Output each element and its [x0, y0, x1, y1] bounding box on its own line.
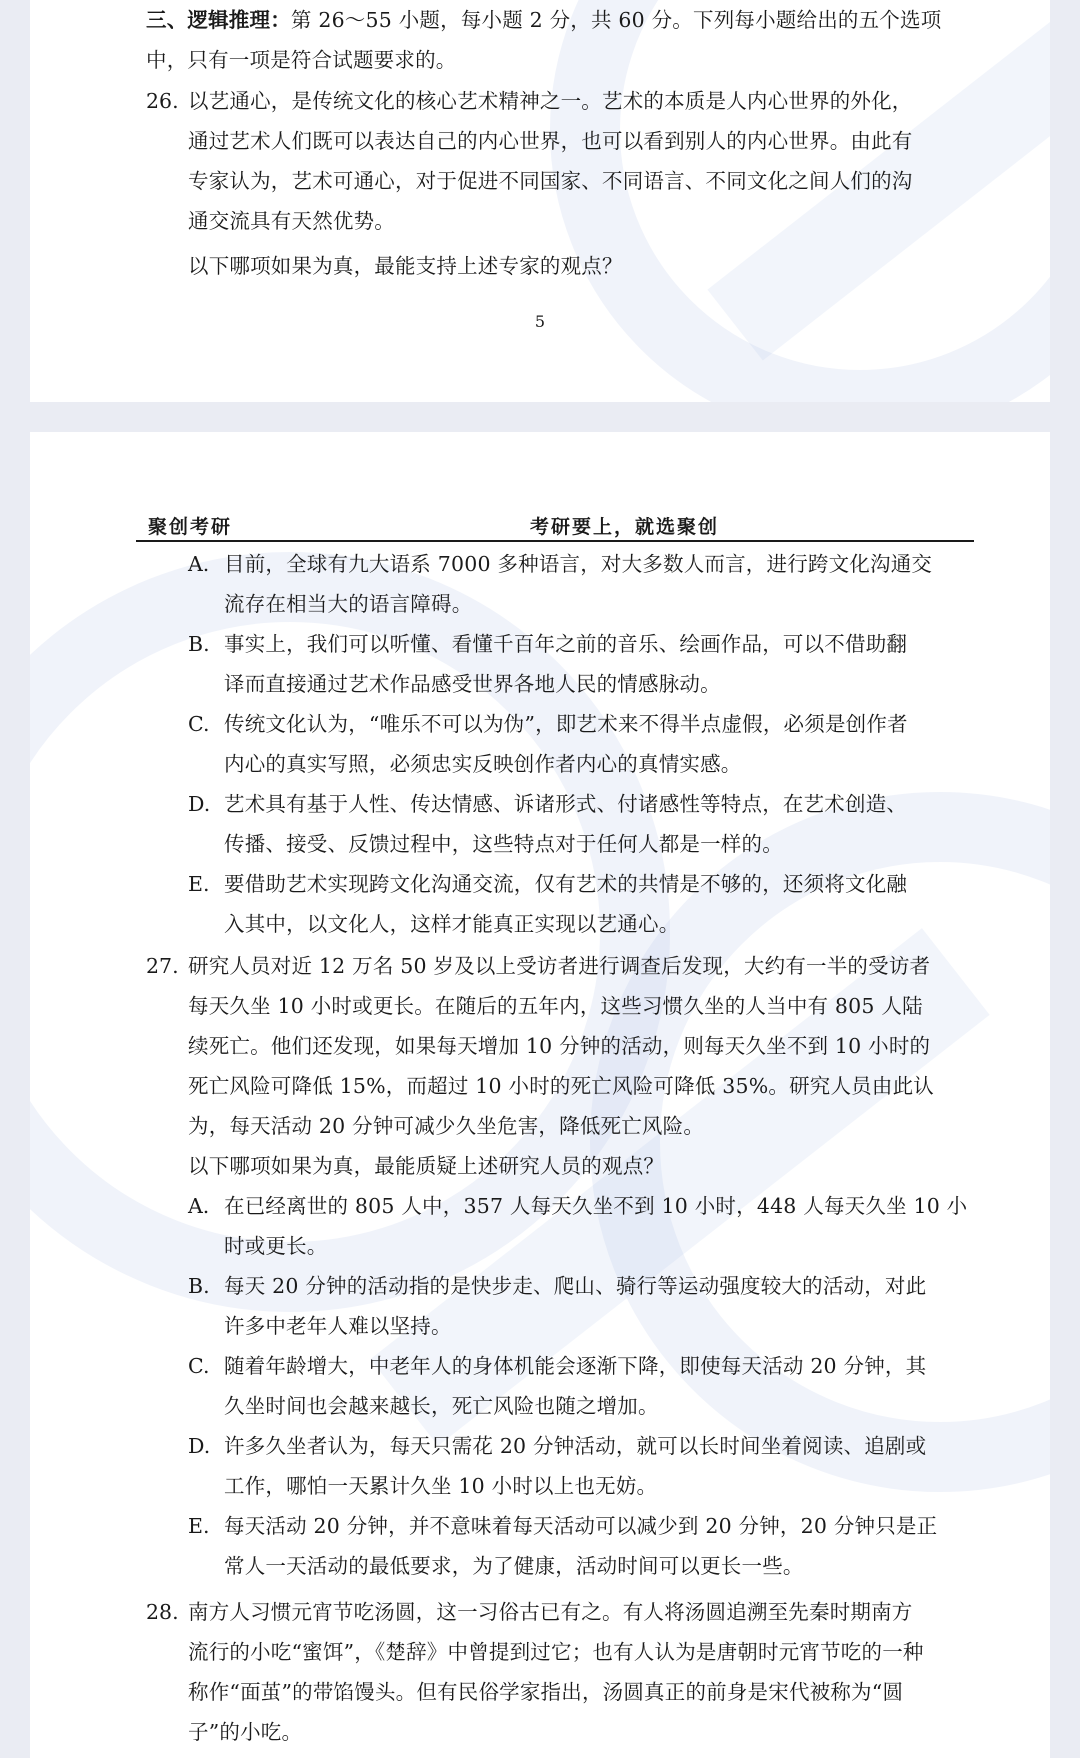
option-text-line: 目前，全球有九大语系 7000 多种语言，对大多数人而言，进行跨文化沟通交	[224, 552, 933, 576]
option-text-line: 许多久坐者认为，每天只需花 20 分钟活动，就可以长时间坐着阅读、追剧或	[224, 1434, 927, 1458]
option-text-line: 事实上，我们可以听懂、看懂千百年之前的音乐、绘画作品，可以不借助翻	[224, 632, 908, 656]
document-page-2	[30, 432, 1050, 1758]
option-text-line: 传播、接受、反馈过程中，这些特点对于任何人都是一样的。	[224, 832, 783, 856]
option-text-line: 每天活动 20 分钟，并不意味着每天活动可以减少到 20 分钟，20 分钟只是正	[224, 1514, 938, 1538]
section-intro-line-1: 三、逻辑推理：第 26～55 小题，每小题 2 分，共 60 分。下列每小题给出的五个选项	[146, 8, 942, 32]
header-slogan: 考研要上，就选聚创	[530, 516, 720, 538]
question-27-line: 研究人员对近 12 万名 50 岁及以上受访者进行调查后发现，大约有一半的受访者	[188, 954, 931, 978]
question-27-line: 续死亡。他们还发现，如果每天增加 10 分钟的活动，则每天久坐不到 10 小时的	[188, 1034, 931, 1058]
option-text-line: 随着年龄增大，中老年人的身体机能会逐渐下降，即使每天活动 20 分钟，其	[224, 1354, 927, 1378]
question-27-line: 每天久坐 10 小时或更长。在随后的五年内，这些习惯久坐的人当中有 805 人陆	[188, 994, 923, 1018]
question-28-line: 南方人习惯元宵节吃汤圆，这一习俗古已有之。有人将汤圆追溯至先秦时期南方	[188, 1600, 913, 1624]
option-label: B.	[188, 1274, 210, 1298]
question-26-line: 专家认为，艺术可通心，对于促进不同国家、不同语言、不同文化之间人们的沟	[188, 169, 913, 193]
option-label: D.	[188, 1434, 211, 1458]
option-text-line: 内心的真实写照，必须忠实反映创作者内心的真情实感。	[224, 752, 742, 776]
option-label: E.	[188, 872, 210, 896]
option-text-line: 艺术具有基于人性、传达情感、诉诸形式、付诸感性等特点，在艺术创造、	[224, 792, 908, 816]
option-text-line: 工作，哪怕一天累计久坐 10 小时以上也无妨。	[224, 1474, 658, 1498]
question-27-prompt: 以下哪项如果为真，最能质疑上述研究人员的观点？	[188, 1154, 665, 1178]
option-text-line: 传统文化认为，“唯乐不可以为伪”，即艺术来不得半点虚假，必须是创作者	[224, 712, 908, 736]
option-label: C.	[188, 1354, 210, 1378]
option-text-line: 要借助艺术实现跨文化沟通交流，仅有艺术的共情是不够的，还须将文化融	[224, 872, 908, 896]
section-intro-line-2: 中，只有一项是符合试题要求的。	[146, 48, 457, 72]
option-text-line: 流存在相当大的语言障碍。	[224, 592, 473, 616]
question-26-line: 以艺通心，是传统文化的核心艺术精神之一。艺术的本质是人内心世界的外化，	[188, 89, 913, 113]
question-28-line: 流行的小吃“蜜饵”，《楚辞》中曾提到过它；也有人认为是唐朝时元宵节吃的一种	[188, 1640, 924, 1664]
option-label: C.	[188, 712, 210, 736]
header-brand: 聚创考研	[148, 516, 233, 538]
question-27-number: 27.	[146, 954, 179, 978]
document-page-1	[30, 0, 1050, 402]
option-text-line: 许多中老年人难以坚持。	[224, 1314, 452, 1338]
option-text-line: 久坐时间也会越来越长，死亡风险也随之增加。	[224, 1394, 659, 1418]
option-text-line: 在已经离世的 805 人中，357 人每天久坐不到 10 小时，448 人每天久坐 10 小	[224, 1194, 968, 1218]
header-rule	[136, 540, 974, 542]
question-28-line: 子”的小吃。	[188, 1720, 303, 1744]
question-26-number: 26.	[146, 89, 179, 113]
option-text-line: 时或更长。	[224, 1234, 328, 1258]
option-label: E.	[188, 1514, 210, 1538]
option-text-line: 入其中，以文化人，这样才能真正实现以艺通心。	[224, 912, 680, 936]
option-text-line: 译而直接通过艺术作品感受世界各地人民的情感脉动。	[224, 672, 721, 696]
question-27-line: 死亡风险可降低 15%，而超过 10 小时的死亡风险可降低 35%。研究人员由此认	[188, 1074, 934, 1098]
question-26-line: 通过艺术人们既可以表达自己的内心世界，也可以看到别人的内心世界。由此有	[188, 129, 913, 153]
page-number: 5	[534, 312, 546, 331]
option-text-line: 每天 20 分钟的活动指的是快步走、爬山、骑行等运动强度较大的活动，对此	[224, 1274, 927, 1298]
question-27-line: 为，每天活动 20 分钟可减少久坐危害，降低死亡风险。	[188, 1114, 705, 1138]
option-label: A.	[188, 552, 210, 576]
question-28-line: 称作“面茧”的带馅馒头。但有民俗学家指出，汤圆真正的前身是宋代被称为“圆	[188, 1680, 904, 1704]
option-text-line: 常人一天活动的最低要求，为了健康，活动时间可以更长一些。	[224, 1554, 804, 1578]
option-label: D.	[188, 792, 211, 816]
watermark-logo	[550, 0, 1050, 402]
option-label: B.	[188, 632, 210, 656]
question-26-line: 通交流具有天然优势。	[188, 209, 395, 233]
question-26-prompt: 以下哪项如果为真，最能支持上述专家的观点？	[188, 254, 623, 278]
section-heading: 三、逻辑推理：	[146, 8, 291, 32]
option-label: A.	[188, 1194, 210, 1218]
question-28-number: 28.	[146, 1600, 179, 1624]
